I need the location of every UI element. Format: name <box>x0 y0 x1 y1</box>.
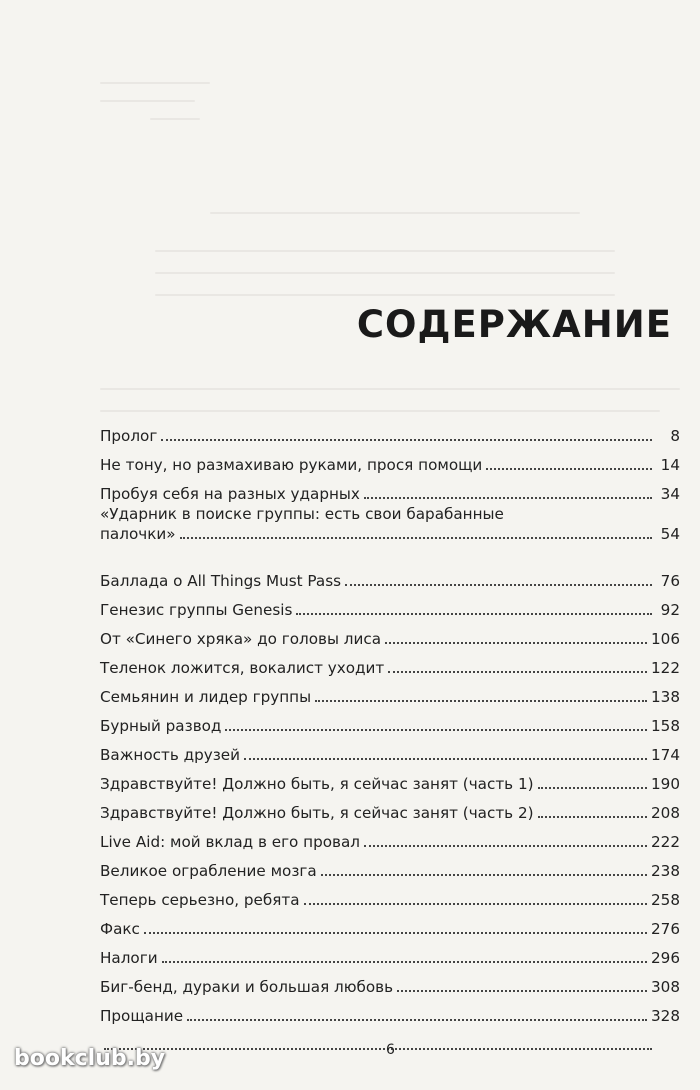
toc-entry[interactable] <box>100 446 680 475</box>
dot-leader <box>388 671 647 673</box>
toc-entry-title: Биг-бенд, дураки и большая любовь <box>100 978 394 996</box>
show-through <box>155 272 615 274</box>
page-title: СОДЕРЖАНИЕ <box>356 303 672 346</box>
show-through <box>155 250 615 252</box>
toc-entry-page: 296 <box>651 949 680 967</box>
site-watermark: bookclub.by <box>14 1046 166 1071</box>
toc-entry-page: 258 <box>651 891 680 909</box>
toc-entry-page: 238 <box>651 862 680 880</box>
toc-entry-page: 174 <box>651 746 680 764</box>
toc-entry[interactable] <box>100 939 680 968</box>
toc-entry[interactable] <box>100 794 680 823</box>
toc-entry-page: 122 <box>651 659 680 677</box>
show-through <box>155 294 615 296</box>
table-of-contents <box>100 417 680 1055</box>
toc-entry[interactable] <box>100 678 680 707</box>
toc-entry-page: 208 <box>651 804 680 822</box>
toc-entry[interactable] <box>100 823 680 852</box>
toc-entry[interactable] <box>100 968 680 997</box>
toc-entry[interactable] <box>100 997 680 1026</box>
toc-entry-page: 158 <box>651 717 680 735</box>
show-through <box>150 118 200 120</box>
toc-entry[interactable] <box>100 881 680 910</box>
dot-leader <box>187 1019 647 1021</box>
dot-leader <box>244 758 647 760</box>
toc-entry[interactable] <box>100 504 680 562</box>
toc-entry-title: Баллада о All Things Must Pass <box>100 572 342 590</box>
toc-entry[interactable] <box>100 562 680 591</box>
show-through <box>100 100 195 102</box>
toc-entry-title: Live Aid: мой вклад в его провал <box>100 833 360 851</box>
show-through <box>100 388 680 390</box>
toc-entry-title: Здравствуйте! Должно быть, я сейчас занят (часть 2) <box>100 804 534 822</box>
dot-leader <box>180 537 652 539</box>
dot-leader <box>538 816 647 818</box>
toc-entry-page: 190 <box>651 775 680 793</box>
toc-entry-page: 14 <box>660 456 680 474</box>
toc-entry-page: 276 <box>651 920 680 938</box>
show-through <box>210 212 580 214</box>
toc-entry[interactable] <box>100 591 680 620</box>
dot-leader <box>304 903 647 905</box>
toc-entry-page: 308 <box>651 978 680 996</box>
dot-leader <box>296 613 652 615</box>
dot-leader <box>486 468 652 470</box>
toc-entry-page: 76 <box>660 572 680 590</box>
dot-leader <box>321 874 647 876</box>
toc-entry[interactable] <box>100 736 680 765</box>
toc-entry-title: Факс <box>100 920 140 938</box>
toc-entry[interactable] <box>100 475 680 504</box>
toc-entry-title: Налоги <box>100 949 158 967</box>
toc-entry-page: 8 <box>670 427 680 445</box>
dot-leader <box>144 932 647 934</box>
toc-entry-title: «Ударник в поиске группы: есть свои барабанные <box>100 505 504 523</box>
dot-leader <box>162 961 647 963</box>
dot-leader <box>225 729 647 731</box>
toc-entry[interactable] <box>100 910 680 939</box>
toc-entry-page: 92 <box>660 601 680 619</box>
toc-entry-title: Не тону, но размахиваю руками, прося помощи <box>100 456 483 474</box>
toc-entry[interactable] <box>100 765 680 794</box>
toc-entry-page: 328 <box>651 1007 680 1025</box>
toc-entry-title: Важность друзей <box>100 746 241 764</box>
toc-entry[interactable] <box>100 649 680 678</box>
dot-leader <box>161 439 652 441</box>
toc-entry-title: Великое ограбление мозга <box>100 862 317 880</box>
toc-entry-page: 138 <box>651 688 680 706</box>
toc-entry-title: Пролог <box>100 427 158 445</box>
toc-entry-title: Теленок ложится, вокалист уходит <box>100 659 385 677</box>
toc-entry-title: Теперь серьезно, ребята <box>100 891 300 909</box>
toc-entry[interactable] <box>100 852 680 881</box>
toc-entry-page: 106 <box>651 630 680 648</box>
page-number: 6 <box>386 1042 395 1058</box>
dot-leader <box>397 990 647 992</box>
toc-entry-title: Прощание <box>100 1007 184 1025</box>
dot-leader <box>364 845 647 847</box>
dot-leader <box>538 787 647 789</box>
show-through <box>100 410 660 412</box>
toc-entry-title: Семьянин и лидер группы <box>100 688 312 706</box>
dot-leader <box>364 497 652 499</box>
toc-entry-page: 222 <box>651 833 680 851</box>
toc-entry[interactable] <box>100 707 680 736</box>
toc-entry-title: Бурный развод <box>100 717 222 735</box>
dot-leader <box>385 642 647 644</box>
dot-leader <box>315 700 647 702</box>
toc-entry-title-cont: палочки» <box>100 525 176 543</box>
toc-entry-title: Генезис группы Genesis <box>100 601 293 619</box>
toc-entry[interactable] <box>100 620 680 649</box>
dot-leader <box>345 584 652 586</box>
toc-entry-title: Здравствуйте! Должно быть, я сейчас занят (часть 1) <box>100 775 534 793</box>
toc-entry-title: От «Синего хряка» до головы лиса <box>100 630 382 648</box>
dot-leader <box>104 1048 652 1050</box>
toc-entry-title: Пробуя себя на разных ударных <box>100 485 360 503</box>
toc-entry-page: 54 <box>660 525 680 543</box>
show-through <box>100 82 210 84</box>
toc-entry[interactable] <box>100 417 680 446</box>
toc-entry-page: 34 <box>660 485 680 503</box>
